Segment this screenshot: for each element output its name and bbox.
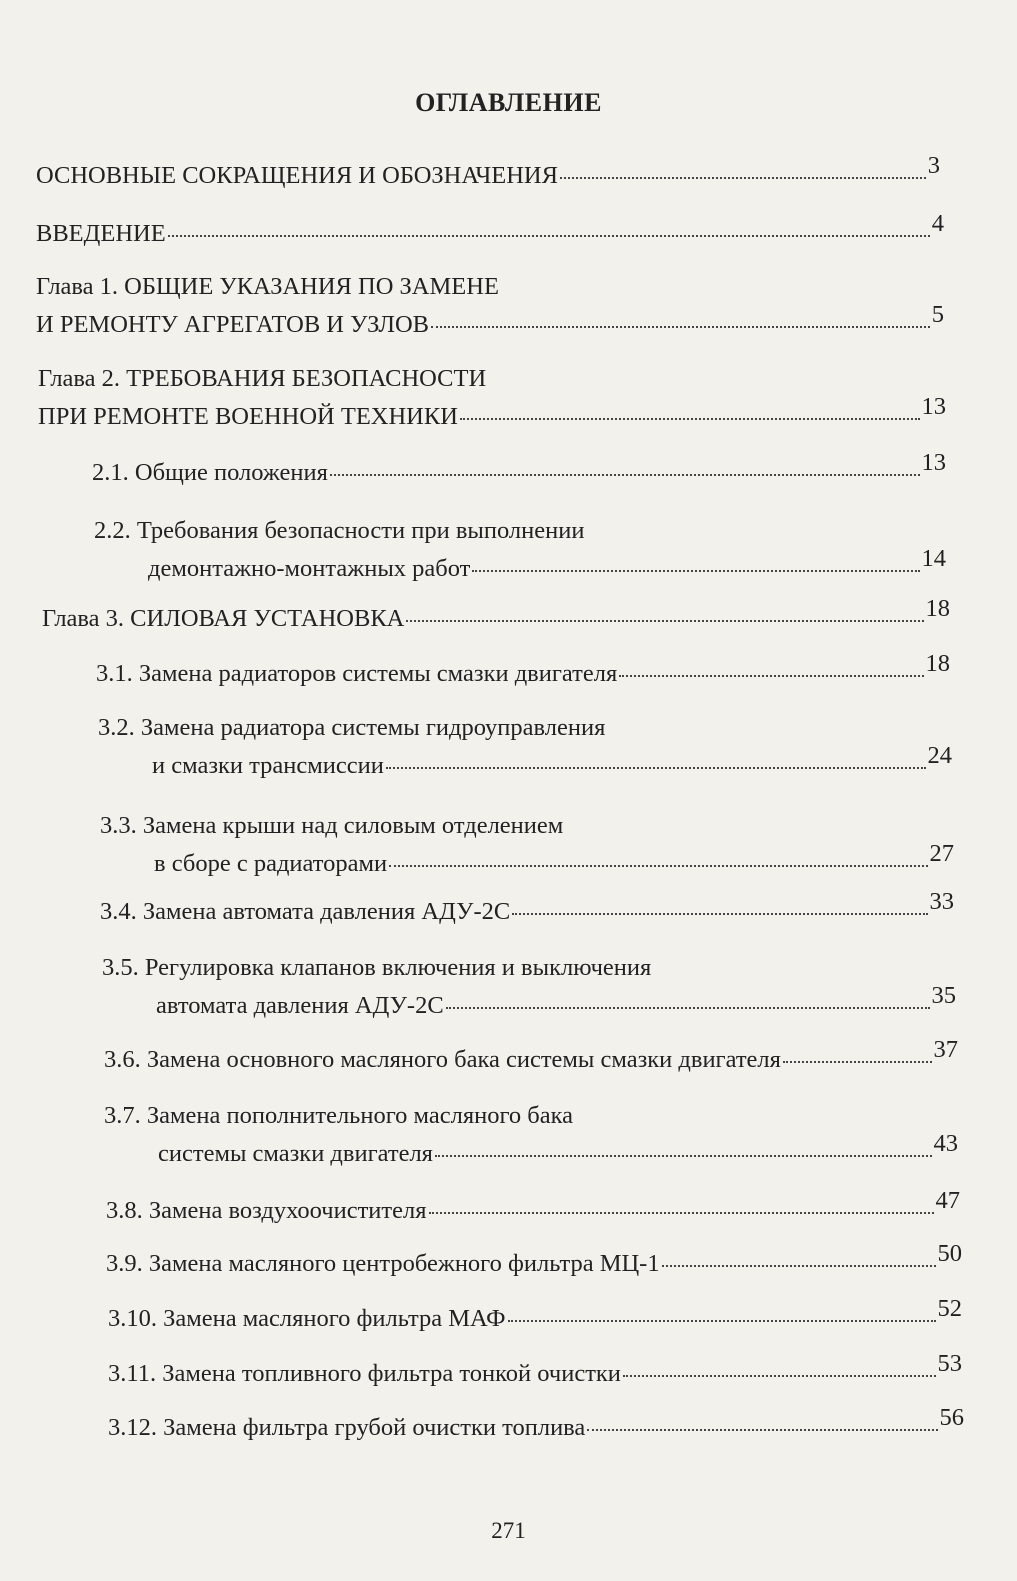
toc-entry-page: 5 (931, 301, 944, 328)
toc-entry (36, 152, 940, 195)
dot-leader (619, 675, 923, 677)
dot-leader (623, 1375, 936, 1377)
dot-leader (386, 767, 926, 769)
dot-leader (429, 1212, 934, 1214)
toc-entry-title-line: 3.3. Замена крыши над силовым отделением (100, 812, 564, 839)
dot-leader (446, 1007, 930, 1009)
toc-entry (96, 650, 950, 693)
toc-entry-page: 18 (925, 650, 950, 677)
toc-entry-page: 47 (935, 1187, 960, 1214)
toc-entry (36, 268, 944, 344)
dot-leader (168, 235, 930, 237)
toc-entry-page: 53 (937, 1350, 962, 1377)
toc-entry-page: 50 (937, 1240, 962, 1267)
toc-entry-title-line: в сборе с радиаторами (154, 850, 388, 877)
toc-entry (36, 210, 944, 253)
toc-entry-page: 35 (931, 982, 956, 1009)
toc-entry (100, 807, 954, 883)
toc-entry (106, 1187, 960, 1230)
toc-entry-page: 18 (925, 595, 950, 622)
dot-leader (435, 1155, 932, 1157)
toc-entry-title-line: 2.2. Требования безопасности при выполнении (94, 517, 585, 544)
toc-entry (38, 360, 946, 436)
toc-entry (42, 595, 950, 638)
toc-entry-page: 52 (937, 1295, 962, 1322)
toc-entry-title-line: 3.7. Замена пополнительного масляного бака (104, 1102, 574, 1129)
toc-entry-page: 56 (939, 1404, 964, 1431)
dot-leader (460, 418, 920, 420)
page-number: 271 (491, 1518, 526, 1543)
toc-entry-title-line: 3.1. Замена радиаторов системы смазки двигателя (96, 660, 618, 687)
toc-entry-title-line: И РЕМОНТУ АГРЕГАТОВ И УЗЛОВ (36, 311, 429, 338)
toc-entry-title-line: 3.5. Регулировка клапанов включения и выключения (102, 954, 652, 981)
toc-entry-title-line: 3.2. Замена радиатора системы гидроуправления (98, 714, 606, 741)
toc-entry (104, 1097, 958, 1173)
toc-entry-title-line: 3.9. Замена масляного центробежного фильтра МЦ-1 (106, 1250, 660, 1277)
toc-entry-title-line: 3.6. Замена основного масляного бака системы смазки двигателя (104, 1046, 781, 1073)
dot-leader (662, 1265, 936, 1267)
toc-entry (102, 949, 956, 1025)
dot-leader (783, 1061, 932, 1063)
toc-entry (108, 1350, 962, 1393)
toc-entry (98, 709, 952, 785)
toc-entry-title-line: ВВЕДЕНИЕ (36, 220, 166, 247)
toc-entry-page: 13 (921, 393, 946, 420)
toc-entry-page: 14 (921, 545, 946, 572)
page-title: ОГЛАВЛЕНИЕ (415, 88, 602, 117)
toc-entry-title-line: демонтажно-монтажных работ (148, 555, 471, 582)
toc-entry-page: 4 (931, 210, 944, 237)
toc-entry-title-line: ОСНОВНЫЕ СОКРАЩЕНИЯ И ОБОЗНАЧЕНИЯ (36, 162, 558, 189)
dot-leader (431, 326, 930, 328)
toc-entry-page: 24 (927, 742, 952, 769)
toc-entry (100, 888, 954, 931)
toc-entry (108, 1295, 962, 1338)
dot-leader (472, 570, 919, 572)
toc-entry (108, 1404, 964, 1447)
toc-entry-page: 37 (933, 1036, 958, 1063)
toc-entry-page: 27 (929, 840, 954, 867)
toc-entry-title-line: Глава 3. СИЛОВАЯ УСТАНОВКА (42, 605, 405, 632)
toc-entry-page: 33 (929, 888, 954, 915)
toc-entry-title-line: 2.1. Общие положения (92, 459, 328, 486)
toc-entry-page: 3 (927, 152, 940, 179)
toc-entry-title-line: автомата давления АДУ-2С (156, 992, 444, 1019)
toc-entry-title-line: 3.12. Замена фильтра грубой очистки топлива (108, 1414, 586, 1441)
toc-entry-title-line: 3.10. Замена масляного фильтра МАФ (108, 1305, 506, 1332)
dot-leader (587, 1429, 937, 1431)
toc-entry (104, 1036, 958, 1079)
toc-entry-title-line: Глава 1. ОБЩИЕ УКАЗАНИЯ ПО ЗАМЕНЕ (36, 273, 499, 300)
dot-leader (406, 620, 923, 622)
toc-entry-title-line: Глава 2. ТРЕБОВАНИЯ БЕЗОПАСНОСТИ (38, 365, 487, 392)
toc-entry-page: 13 (921, 449, 946, 476)
toc-entry (106, 1240, 962, 1283)
toc-entry-title-line: 3.11. Замена топливного фильтра тонкой очистки (108, 1360, 621, 1387)
toc-entry-title-line: 3.4. Замена автомата давления АДУ-2С (100, 898, 511, 925)
dot-leader (330, 474, 920, 476)
dot-leader (560, 177, 926, 179)
toc-entry-title-line: системы смазки двигателя (158, 1140, 433, 1167)
toc-entry-title-line: ПРИ РЕМОНТЕ ВОЕННОЙ ТЕХНИКИ (38, 403, 458, 430)
toc-entry-title-line: 3.8. Замена воздухоочистителя (106, 1197, 427, 1224)
dot-leader (512, 913, 927, 915)
toc-entry-title-line: и смазки трансмиссии (152, 752, 384, 779)
toc-entry-page: 43 (933, 1130, 958, 1157)
dot-leader (508, 1320, 936, 1322)
toc-entry (94, 512, 946, 588)
dot-leader (389, 865, 927, 867)
toc-entry (92, 449, 946, 492)
